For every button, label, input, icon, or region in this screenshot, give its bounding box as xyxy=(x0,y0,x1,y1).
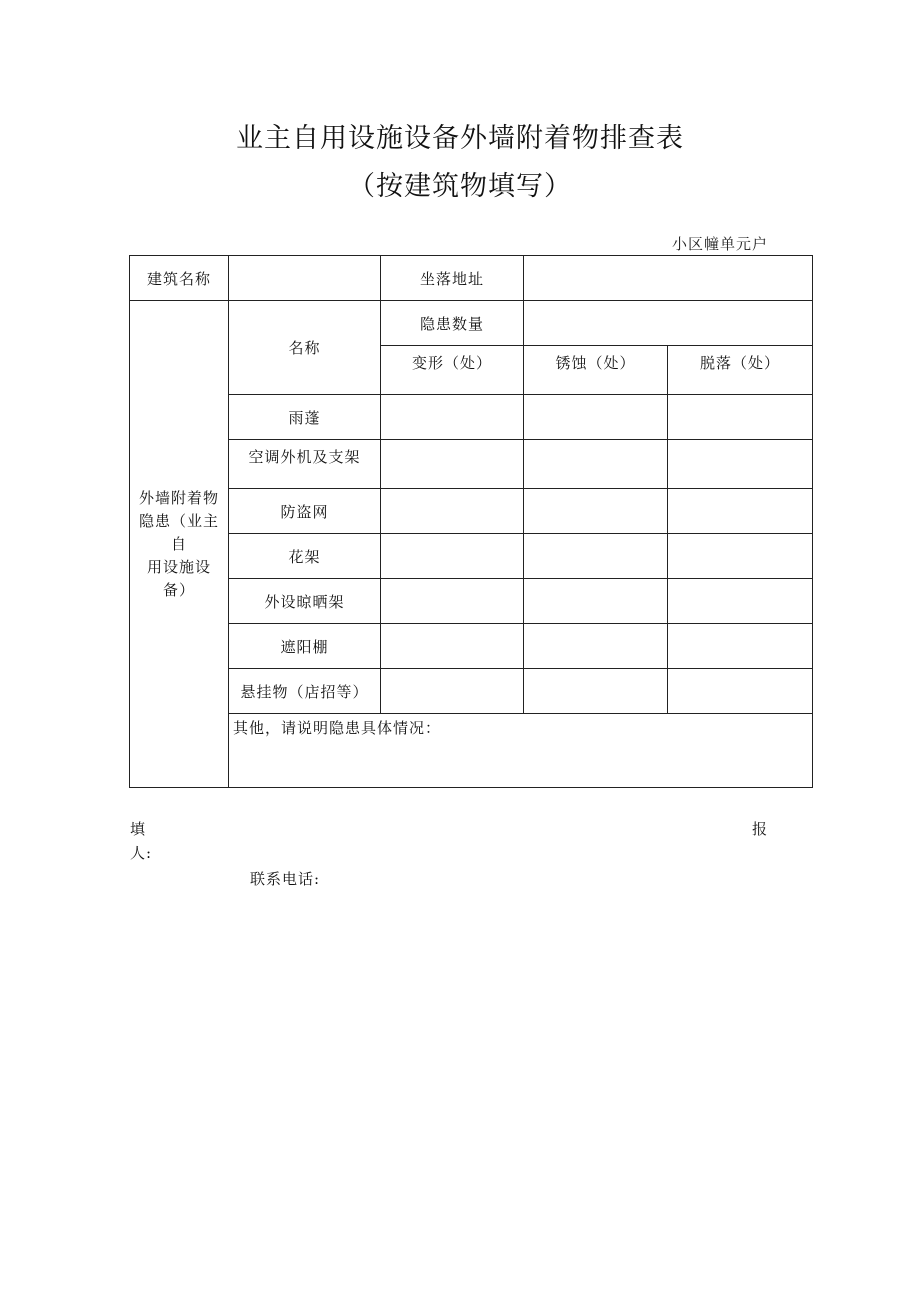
deform-input[interactable] xyxy=(381,579,524,624)
hazard-count-row xyxy=(130,301,813,346)
building-row xyxy=(130,256,813,301)
item-name: 雨蓬 xyxy=(229,395,381,440)
building-name-input[interactable] xyxy=(229,256,381,301)
inspection-table xyxy=(129,255,813,788)
rust-input[interactable] xyxy=(524,624,668,669)
fall-input[interactable] xyxy=(668,624,813,669)
address-label: 坐落地址 xyxy=(381,256,524,301)
deform-input[interactable] xyxy=(381,624,524,669)
side-label-line: 外墙附着物 xyxy=(138,488,219,507)
deform-header: 变形（处） xyxy=(381,346,524,395)
item-name: 空调外机及支架 xyxy=(229,440,381,489)
table-row xyxy=(130,579,813,624)
side-label-line: 隐患（业主 xyxy=(138,511,219,530)
rust-input[interactable] xyxy=(524,579,668,624)
hazard-count-input[interactable] xyxy=(524,301,813,346)
fall-input[interactable] xyxy=(668,395,813,440)
rust-input[interactable] xyxy=(524,669,668,714)
table-row xyxy=(130,489,813,534)
rust-input[interactable] xyxy=(524,489,668,534)
form-title: 业主自用设施设备外墙附着物排查表 xyxy=(236,123,684,154)
location-note: 小区幢单元户 xyxy=(672,235,769,253)
deform-input[interactable] xyxy=(381,534,524,579)
side-label-line: 自 xyxy=(170,534,187,553)
address-input[interactable] xyxy=(524,256,813,301)
other-description-field[interactable]: 其他，请说明隐患具体情况： xyxy=(229,714,813,788)
rust-input[interactable] xyxy=(524,440,668,489)
fall-input[interactable] xyxy=(668,534,813,579)
side-category-label xyxy=(130,301,229,788)
rust-header: 锈蚀（处） xyxy=(524,346,668,395)
rust-input[interactable] xyxy=(524,395,668,440)
item-name: 悬挂物（店招等） xyxy=(229,669,381,714)
side-label-line: 备） xyxy=(162,580,195,599)
building-name-label: 建筑名称 xyxy=(130,256,229,301)
deform-input[interactable] xyxy=(381,489,524,534)
deform-input[interactable] xyxy=(381,395,524,440)
item-name: 花架 xyxy=(229,534,381,579)
item-name: 防盗网 xyxy=(229,489,381,534)
table-row xyxy=(130,624,813,669)
fall-input[interactable] xyxy=(668,669,813,714)
fall-input[interactable] xyxy=(668,440,813,489)
fall-input[interactable] xyxy=(668,579,813,624)
item-name: 外设晾晒架 xyxy=(229,579,381,624)
side-label-line: 用设施设 xyxy=(146,557,211,576)
deform-input[interactable] xyxy=(381,669,524,714)
phone-label: 联系电话: xyxy=(250,870,321,888)
fall-header: 脱落（处） xyxy=(668,346,813,395)
form-subtitle: （按建筑物填写） xyxy=(348,171,572,202)
rust-input[interactable] xyxy=(524,534,668,579)
name-header: 名称 xyxy=(229,301,381,395)
item-name: 遮阳棚 xyxy=(229,624,381,669)
fill-label-char: 填 xyxy=(130,820,147,838)
table-row xyxy=(130,669,813,714)
deform-input[interactable] xyxy=(381,440,524,489)
table-row xyxy=(130,440,813,489)
other-row xyxy=(130,714,813,788)
table-row xyxy=(130,534,813,579)
report-label-char: 报 xyxy=(752,820,769,838)
fill-label-suffix: 人: xyxy=(130,844,153,862)
fall-input[interactable] xyxy=(668,489,813,534)
table-row xyxy=(130,395,813,440)
hazard-count-label: 隐患数量 xyxy=(381,301,524,346)
